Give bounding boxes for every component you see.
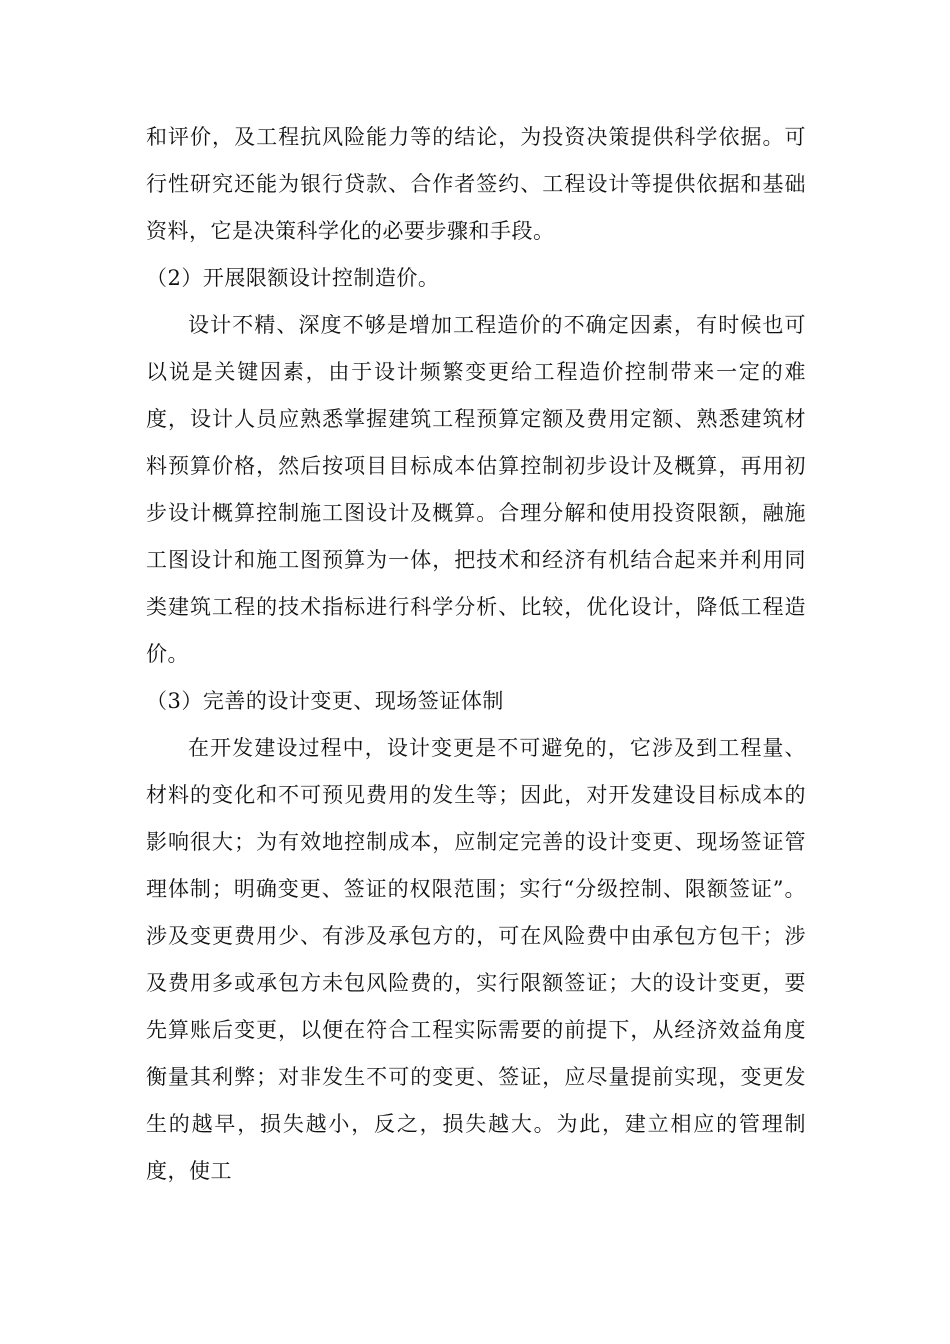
paragraph-feasibility-continued: 和评价，及工程抗风险能力等的结论，为投资决策提供科学依据。可行性研究还能为银行贷款、合作者签约、工程设计等提供依据和基础资料，它是决策科学化的必要步骤和手段。 (146, 125, 806, 243)
paragraph-design-change: 在开发建设过程中，设计变更是不可避免的，它涉及到工程量、材料的变化和不可预见费用的发生等；因此，对开发建设目标成本的影响很大；为有效地控制成本，应制定完善的设计变更、现场签证管理体制；明确变更、签证的权限范围；实行“分级控制、限额签证”。涉及变更费用少、有涉及承包方的，可在风险费中由承包方包干；涉及费用多或承包方未包风险费的，实行限额签证；大的设计变更，要先算账后变更，以便在符合工程实际需要的前提下，从经济效益角度衡量其利弊；对非发生不可的变更、签证，应尽量提前实现，变更发生的越早，损失越小，反之，损失越大。为此，建立相应的管理制度，使工 (146, 736, 806, 1183)
section-heading-design-change: （3）完善的设计变更、现场签证体制 (146, 689, 504, 713)
document-body (146, 114, 806, 1195)
paragraph-limit-design: 设计不精、深度不够是增加工程造价的不确定因素，有时候也可以说是关键因素，由于设计频繁变更给工程造价控制带来一定的难度，设计人员应熟悉掌握建筑工程预算定额及费用定额、熟悉建筑材料预算价格，然后按项目目标成本估算控制初步设计及概算，再用初步设计概算控制施工图设计及概算。合理分解和使用投资限额，融施工图设计和施工图预算为一体，把技术和经济有机结合起来并利用同类建筑工程的技术指标进行科学分析、比较，优化设计，降低工程造价。 (146, 313, 806, 666)
section-heading-limit-design: （2）开展限额设计控制造价。 (146, 266, 440, 290)
